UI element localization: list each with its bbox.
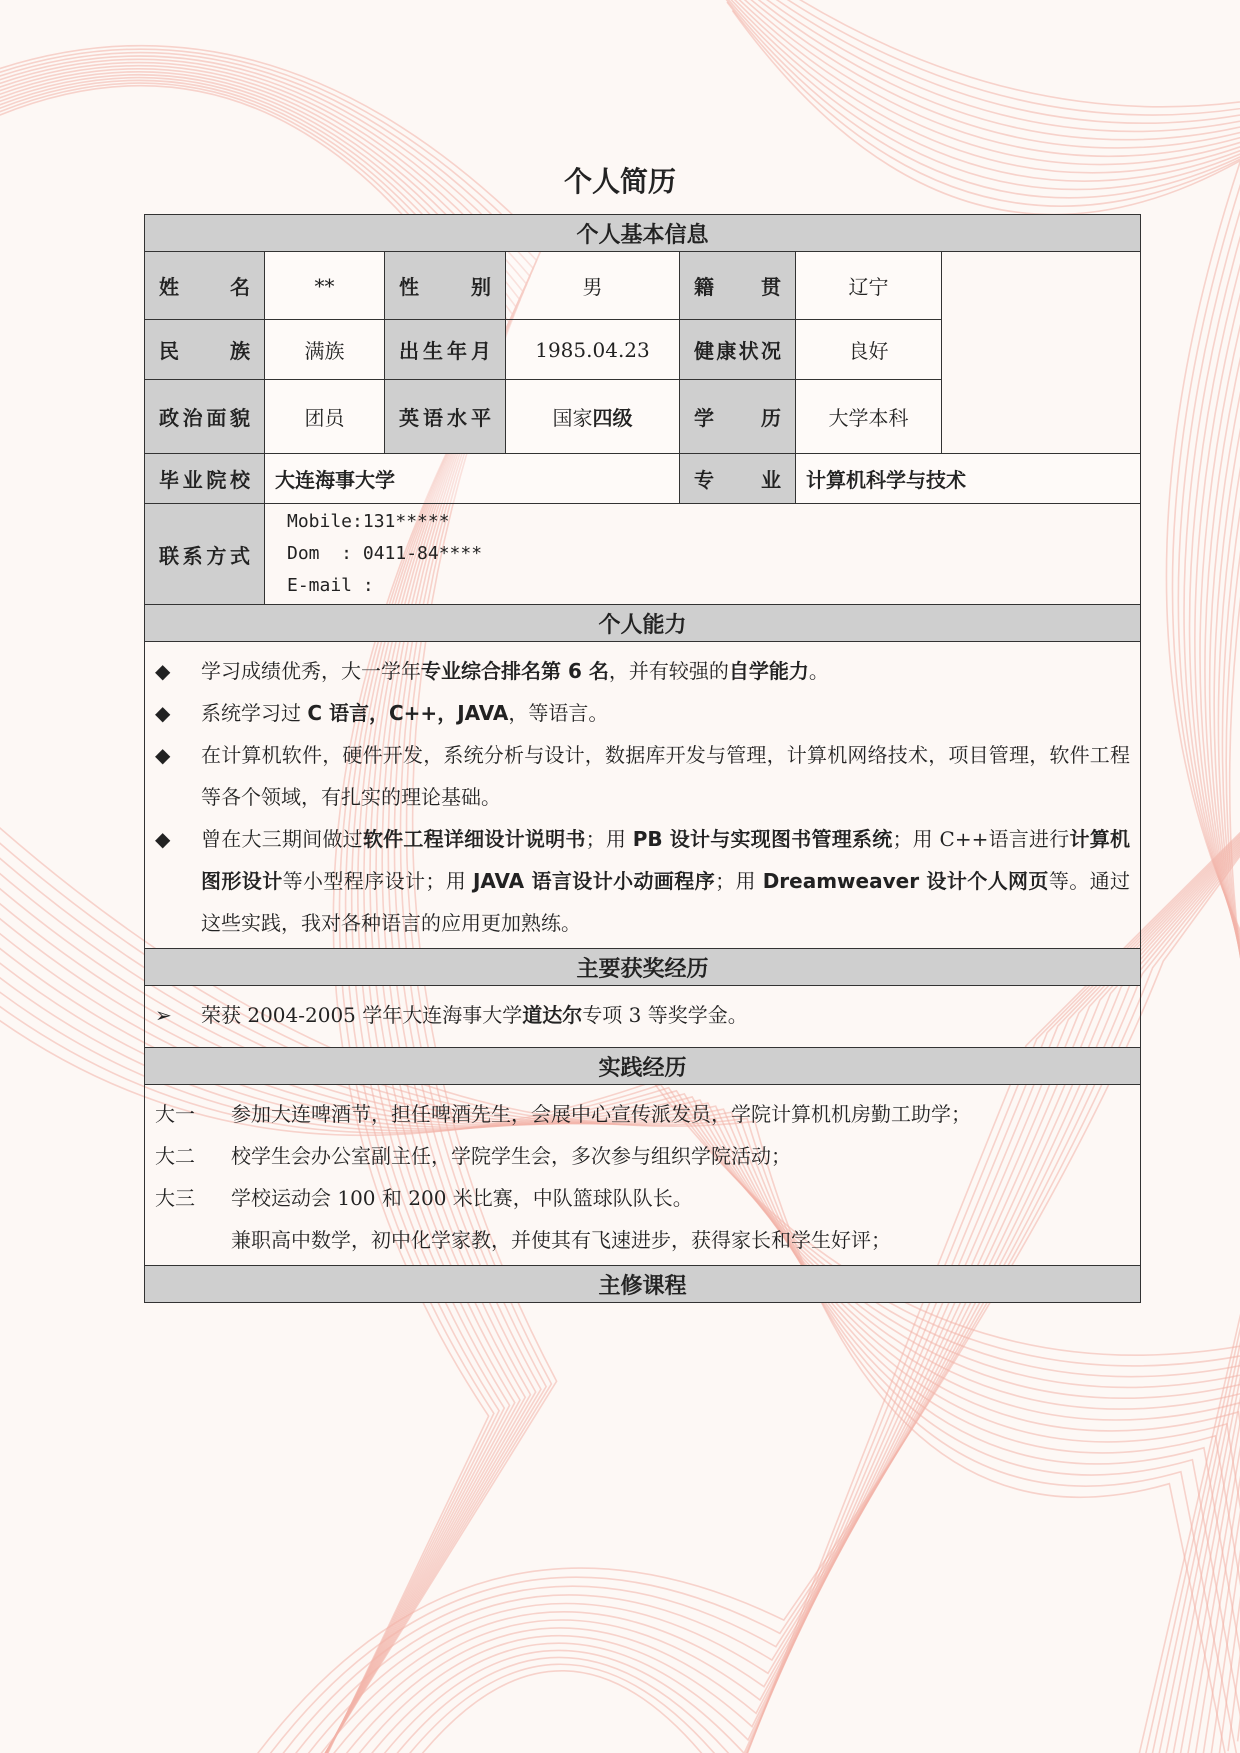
practice-year	[155, 1219, 231, 1261]
major-value: 计算机科学与技术	[796, 454, 1141, 504]
mobile-line: Mobile:131*****	[287, 511, 450, 532]
text-segment: 荣获 2004-2005 学年大连海事大学	[201, 1003, 523, 1027]
practice-row	[145, 1085, 1141, 1266]
gender-label: 性 别	[385, 252, 506, 320]
text-segment: 计算机图形设计	[201, 827, 1131, 893]
english-prefix: 国家	[552, 406, 593, 430]
text-segment: ；用	[715, 869, 763, 893]
practice-year: 大一	[155, 1102, 195, 1126]
section-awards-header	[145, 949, 1141, 986]
education-value: 大学本科	[796, 380, 942, 454]
text-segment: ，等语言。	[508, 701, 609, 725]
text-segment: JAVA 语言设计小动画程序	[472, 869, 716, 893]
text-segment: 专项 3 等奖学金。	[582, 1003, 748, 1027]
text-segment: ；用	[585, 827, 633, 851]
text-segment: 软件工程详细设计说明书	[362, 827, 586, 851]
school-label: 毕业院校	[145, 454, 265, 504]
text-segment: 。	[808, 659, 829, 683]
health-value: 良好	[796, 320, 942, 380]
english-value	[506, 380, 680, 454]
list-item	[155, 650, 1130, 692]
dom-line: Dom : 0411-84****	[287, 543, 483, 564]
bullet-icon: ➢	[155, 1003, 172, 1027]
list-item-text	[201, 734, 1130, 818]
section-abilities-header	[145, 605, 1141, 642]
resume-table	[144, 214, 1141, 1303]
awards-row	[145, 986, 1141, 1048]
list-item-text	[201, 692, 1130, 734]
text-segment: 等。通过这些实践，我对各种语言的应用更加熟练。	[201, 869, 1131, 935]
text-segment: 学习成绩优秀，大一学年	[201, 659, 421, 683]
name-value: **	[265, 252, 385, 320]
photo-area	[942, 252, 1141, 454]
list-item	[155, 734, 1130, 818]
origin-label: 籍 贯	[680, 252, 796, 320]
bullet-icon: ◆	[155, 659, 171, 683]
origin-value: 辽宁	[796, 252, 942, 320]
school-value: 大连海事大学	[265, 454, 680, 504]
practice-list	[145, 1085, 1141, 1266]
abilities-row	[145, 642, 1141, 949]
name-label: 姓 名	[145, 252, 265, 320]
english-label: 英语水平	[385, 380, 506, 454]
list-item	[155, 818, 1130, 944]
section-heading: 个人基本信息	[145, 215, 1141, 252]
text-segment: 自学能力	[728, 659, 809, 683]
text-segment: 系统学习过	[201, 701, 308, 725]
section-heading: 个人能力	[145, 605, 1141, 642]
text-segment: 道达尔	[522, 1003, 583, 1027]
list-item-text	[201, 994, 1130, 1036]
info-row-1	[145, 252, 1141, 320]
list-item-text	[201, 818, 1130, 944]
bullet-icon: ◆	[155, 827, 171, 851]
text-segment: C 语言，C++，JAVA	[307, 701, 509, 725]
practice-year: 大三	[155, 1186, 195, 1210]
gender-value: 男	[506, 252, 680, 320]
ethnicity-label: 民 族	[145, 320, 265, 380]
bullet-icon: ◆	[155, 743, 171, 767]
birth-label: 出生年月	[385, 320, 506, 380]
text-segment: ；用 C++语言进行	[892, 827, 1070, 851]
section-heading: 主修课程	[145, 1266, 1141, 1303]
ethnicity-value: 满族	[265, 320, 385, 380]
practice-item	[155, 1093, 1130, 1135]
section-practice-header	[145, 1048, 1141, 1085]
info-row-4	[145, 454, 1141, 504]
health-label: 健康状况	[680, 320, 796, 380]
birth-value: 1985.04.23	[506, 320, 680, 380]
text-segment: ，并有较强的	[608, 659, 729, 683]
practice-item	[155, 1177, 1130, 1219]
practice-text: 参加大连啤酒节，担任啤酒先生，会展中心宣传派发员，学院计算机机房勤工助学；	[231, 1102, 971, 1126]
text-segment: Dreamweaver 设计个人网页	[762, 869, 1049, 893]
text-segment: 等小型程序设计；用	[282, 869, 473, 893]
section-courses-header	[145, 1266, 1141, 1303]
abilities-list	[145, 642, 1141, 949]
text-segment: 专业综合排名第 6 名	[421, 659, 609, 683]
practice-text: 学校运动会 100 和 200 米比赛，中队篮球队队长。	[231, 1186, 693, 1210]
contact-label: 联系方式	[145, 504, 265, 605]
practice-item	[155, 1219, 1130, 1261]
list-item	[155, 692, 1130, 734]
political-label: 政治面貌	[145, 380, 265, 454]
email-line: E-mail :	[287, 575, 374, 596]
practice-text: 校学生会办公室副主任，学院学生会，多次参与组织学院活动；	[231, 1144, 791, 1168]
section-basic-info-header	[145, 215, 1141, 252]
section-heading: 主要获奖经历	[145, 949, 1141, 986]
info-row-contact	[145, 504, 1141, 605]
text-segment: 曾在大三期间做过	[201, 827, 363, 851]
bullet-icon: ◆	[155, 701, 171, 725]
contact-value	[265, 504, 1141, 605]
practice-year: 大二	[155, 1144, 195, 1168]
education-label: 学 历	[680, 380, 796, 454]
list-item	[155, 994, 1130, 1036]
text-segment: PB 设计与实现图书管理系统	[632, 827, 893, 851]
list-item-text	[201, 650, 1130, 692]
section-heading: 实践经历	[145, 1048, 1141, 1085]
practice-text: 兼职高中数学，初中化学家教，并使其有飞速进步，获得家长和学生好评；	[231, 1228, 891, 1252]
page-title: 个人简历	[563, 165, 676, 198]
english-level: 四级	[592, 406, 633, 430]
political-value: 团员	[265, 380, 385, 454]
text-segment: 在计算机软件，硬件开发，系统分析与设计，数据库开发与管理，计算机网络技术，项目管理，软件工程等各个领域，有扎实的理论基础。	[201, 743, 1130, 809]
practice-item	[155, 1135, 1130, 1177]
awards-list	[145, 986, 1141, 1048]
major-label: 专 业	[680, 454, 796, 504]
